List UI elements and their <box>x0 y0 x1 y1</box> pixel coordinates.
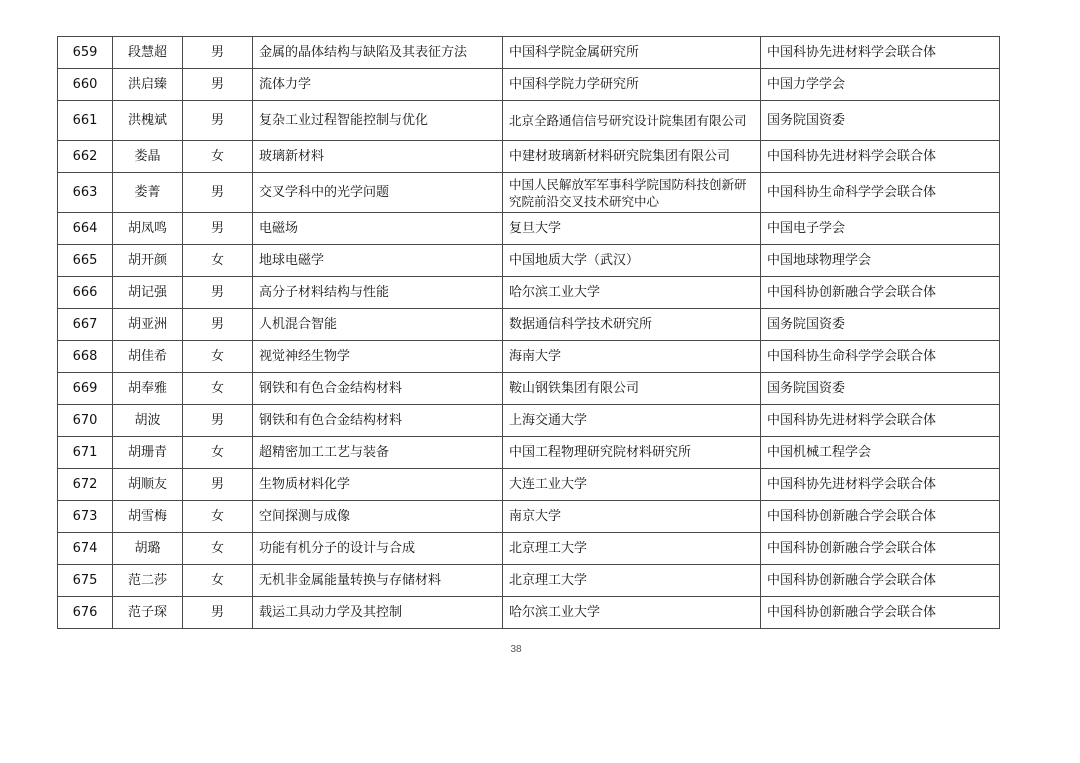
nominating-body: 国务院国资委 <box>761 373 1000 405</box>
nominating-body: 中国科协先进材料学会联合体 <box>761 37 1000 69</box>
research-field: 无机非金属能量转换与存储材料 <box>253 565 503 597</box>
research-field: 复杂工业过程智能控制与优化 <box>253 101 503 141</box>
nominating-body: 中国力学学会 <box>761 69 1000 101</box>
row-number: 669 <box>58 373 113 405</box>
person-name: 胡奉雅 <box>113 373 183 405</box>
research-field: 钢铁和有色合金结构材料 <box>253 373 503 405</box>
nominating-body: 中国机械工程学会 <box>761 437 1000 469</box>
table-row <box>58 373 1000 405</box>
person-name: 范二莎 <box>113 565 183 597</box>
row-number: 661 <box>58 101 113 141</box>
person-name: 胡佳希 <box>113 341 183 373</box>
row-number: 666 <box>58 277 113 309</box>
research-field: 人机混合智能 <box>253 309 503 341</box>
gender: 女 <box>183 245 253 277</box>
gender: 女 <box>183 533 253 565</box>
table-row <box>58 341 1000 373</box>
nominating-body: 中国科协创新融合学会联合体 <box>761 597 1000 629</box>
row-number: 663 <box>58 173 113 213</box>
gender: 女 <box>183 437 253 469</box>
research-field: 功能有机分子的设计与合成 <box>253 533 503 565</box>
person-name: 段慧超 <box>113 37 183 69</box>
table-row <box>58 213 1000 245</box>
person-name: 娄晶 <box>113 141 183 173</box>
work-unit: 北京理工大学 <box>503 565 761 597</box>
row-number: 676 <box>58 597 113 629</box>
research-field: 地球电磁学 <box>253 245 503 277</box>
nominating-body: 国务院国资委 <box>761 309 1000 341</box>
table-row <box>58 533 1000 565</box>
table-row <box>58 405 1000 437</box>
gender: 男 <box>183 405 253 437</box>
research-field: 金属的晶体结构与缺陷及其表征方法 <box>253 37 503 69</box>
table-row <box>58 501 1000 533</box>
person-name: 胡雪梅 <box>113 501 183 533</box>
work-unit: 中国工程物理研究院材料研究所 <box>503 437 761 469</box>
table-row <box>58 437 1000 469</box>
research-field: 交叉学科中的光学问题 <box>253 173 503 213</box>
person-name: 洪启臻 <box>113 69 183 101</box>
table-row <box>58 277 1000 309</box>
person-name: 胡珊青 <box>113 437 183 469</box>
person-name: 胡记强 <box>113 277 183 309</box>
research-field: 空间探测与成像 <box>253 501 503 533</box>
work-unit: 南京大学 <box>503 501 761 533</box>
row-number: 674 <box>58 533 113 565</box>
gender: 女 <box>183 501 253 533</box>
table-row <box>58 309 1000 341</box>
person-name: 胡璐 <box>113 533 183 565</box>
gender: 女 <box>183 341 253 373</box>
table-row <box>58 597 1000 629</box>
work-unit: 哈尔滨工业大学 <box>503 597 761 629</box>
gender: 女 <box>183 373 253 405</box>
gender: 男 <box>183 101 253 141</box>
table-row <box>58 245 1000 277</box>
work-unit: 数据通信科学技术研究所 <box>503 309 761 341</box>
person-name: 范子琛 <box>113 597 183 629</box>
nominating-body: 中国科协创新融合学会联合体 <box>761 565 1000 597</box>
work-unit: 上海交通大学 <box>503 405 761 437</box>
person-name: 娄菁 <box>113 173 183 213</box>
work-unit: 中国科学院金属研究所 <box>503 37 761 69</box>
research-field: 视觉神经生物学 <box>253 341 503 373</box>
row-number: 673 <box>58 501 113 533</box>
gender: 男 <box>183 173 253 213</box>
nominating-body: 中国科协先进材料学会联合体 <box>761 469 1000 501</box>
gender: 男 <box>183 277 253 309</box>
nominating-body: 中国科协创新融合学会联合体 <box>761 277 1000 309</box>
work-unit: 海南大学 <box>503 341 761 373</box>
person-name: 胡开颜 <box>113 245 183 277</box>
person-name: 胡亚洲 <box>113 309 183 341</box>
nominating-body: 中国科协先进材料学会联合体 <box>761 405 1000 437</box>
research-field: 超精密加工工艺与装备 <box>253 437 503 469</box>
nominating-body: 中国科协创新融合学会联合体 <box>761 501 1000 533</box>
work-unit: 北京理工大学 <box>503 533 761 565</box>
row-number: 659 <box>58 37 113 69</box>
gender: 男 <box>183 69 253 101</box>
nominating-body: 中国科协生命科学学会联合体 <box>761 173 1000 213</box>
research-field: 载运工具动力学及其控制 <box>253 597 503 629</box>
row-number: 668 <box>58 341 113 373</box>
gender: 男 <box>183 37 253 69</box>
work-unit: 大连工业大学 <box>503 469 761 501</box>
work-unit: 中国人民解放军军事科学院国防科技创新研究院前沿交叉技术研究中心 <box>503 173 761 213</box>
nominating-body: 中国科协先进材料学会联合体 <box>761 141 1000 173</box>
gender: 女 <box>183 565 253 597</box>
row-number: 660 <box>58 69 113 101</box>
nominating-body: 中国科协创新融合学会联合体 <box>761 533 1000 565</box>
work-unit: 中国科学院力学研究所 <box>503 69 761 101</box>
gender: 男 <box>183 597 253 629</box>
nominating-body: 中国地球物理学会 <box>761 245 1000 277</box>
table-row <box>58 565 1000 597</box>
row-number: 667 <box>58 309 113 341</box>
work-unit: 鞍山钢铁集团有限公司 <box>503 373 761 405</box>
research-field: 流体力学 <box>253 69 503 101</box>
row-number: 664 <box>58 213 113 245</box>
work-unit: 北京全路通信信号研究设计院集团有限公司 <box>503 101 761 141</box>
page-number: 38 <box>510 644 522 655</box>
work-unit: 哈尔滨工业大学 <box>503 277 761 309</box>
research-field: 玻璃新材料 <box>253 141 503 173</box>
person-name: 胡凤鸣 <box>113 213 183 245</box>
row-number: 672 <box>58 469 113 501</box>
work-unit: 复旦大学 <box>503 213 761 245</box>
table-row <box>58 69 1000 101</box>
work-unit: 中国地质大学（武汉） <box>503 245 761 277</box>
research-field: 电磁场 <box>253 213 503 245</box>
nominating-body: 中国科协生命科学学会联合体 <box>761 341 1000 373</box>
person-name: 胡波 <box>113 405 183 437</box>
row-number: 670 <box>58 405 113 437</box>
gender: 男 <box>183 309 253 341</box>
table-row <box>58 469 1000 501</box>
table-row <box>58 141 1000 173</box>
nominating-body: 国务院国资委 <box>761 101 1000 141</box>
row-number: 671 <box>58 437 113 469</box>
gender: 男 <box>183 469 253 501</box>
work-unit: 中建材玻璃新材料研究院集团有限公司 <box>503 141 761 173</box>
research-field: 生物质材料化学 <box>253 469 503 501</box>
table-row <box>58 173 1000 213</box>
gender: 女 <box>183 141 253 173</box>
table-body <box>58 37 1000 629</box>
table-row <box>58 101 1000 141</box>
row-number: 665 <box>58 245 113 277</box>
table-row <box>58 37 1000 69</box>
person-name: 洪槐斌 <box>113 101 183 141</box>
research-field: 高分子材料结构与性能 <box>253 277 503 309</box>
candidate-table <box>57 36 1000 629</box>
nominating-body: 中国电子学会 <box>761 213 1000 245</box>
gender: 男 <box>183 213 253 245</box>
row-number: 675 <box>58 565 113 597</box>
row-number: 662 <box>58 141 113 173</box>
research-field: 钢铁和有色合金结构材料 <box>253 405 503 437</box>
person-name: 胡顺友 <box>113 469 183 501</box>
